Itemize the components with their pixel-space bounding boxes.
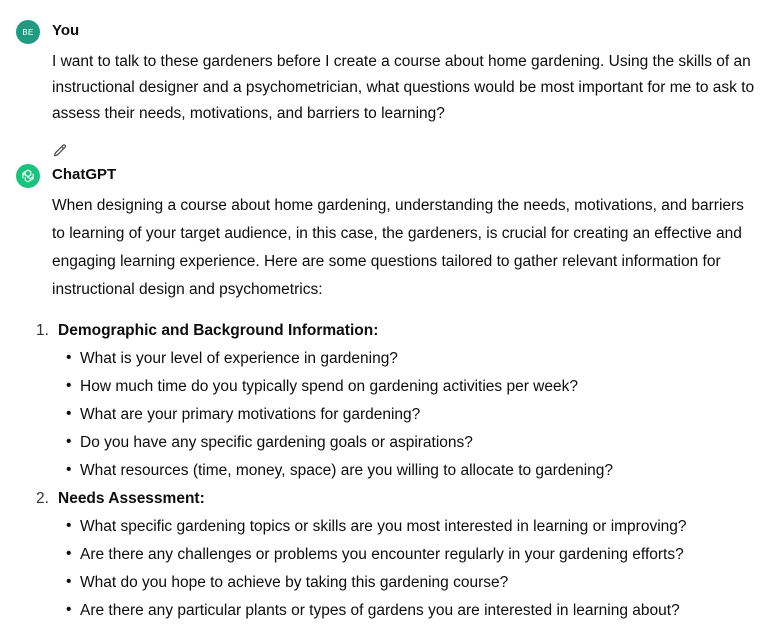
list-item: • What do you hope to achieve by taking this gardening course?	[80, 574, 508, 592]
section-number: 2.	[36, 490, 49, 507]
list-item: • What are your primary motivations for gardening?	[80, 406, 420, 424]
section-title: Demographic and Background Information:	[58, 322, 379, 339]
section-number: 1.	[36, 322, 49, 339]
openai-logo-icon	[20, 168, 36, 184]
user-avatar-initials: BE	[22, 27, 34, 37]
pencil-icon	[52, 143, 68, 159]
list-item: • Do you have any specific gardening goals or aspirations?	[80, 434, 473, 452]
list-item: • What specific gardening topics or skills are you most interested in learning or improving?	[80, 518, 687, 536]
list-item: • What resources (time, money, space) are you willing to allocate to gardening?	[80, 462, 613, 480]
assistant-message	[16, 164, 762, 631]
user-message-text: I want to talk to these gardeners before I create a course about home gardening. Using the skills of an instructional designer and a psychometrician, what questions would be most important for me to ask to assess their needs, motivations, and barriers to learning?	[52, 53, 755, 122]
assistant-avatar	[16, 164, 40, 188]
user-avatar	[16, 20, 40, 44]
list-item: • What is your level of experience in gardening?	[80, 350, 398, 368]
assistant-author-name: ChatGPT	[52, 166, 117, 183]
user-author-name: You	[52, 22, 80, 39]
list-item: • How much time do you typically spend on gardening activities per week?	[80, 378, 578, 396]
edit-message-button[interactable]	[52, 143, 70, 161]
list-item: • Are there any particular plants or types of gardens you are interested in learning about?	[80, 602, 680, 620]
assistant-intro-text: When designing a course about home gardening, understanding the needs, motivations, and barriers to learning of your target audience, in this case, the gardeners, is crucial for creating an effective and engaging learning experience. Here are some questions tailored to gather relevant information for instructional design and psychometrics:	[52, 197, 744, 298]
list-item: • Are there any challenges or problems you encounter regularly in your gardening efforts?	[80, 546, 684, 564]
section-title: Needs Assessment:	[58, 490, 205, 507]
question-list	[36, 322, 762, 631]
user-message	[16, 20, 762, 150]
